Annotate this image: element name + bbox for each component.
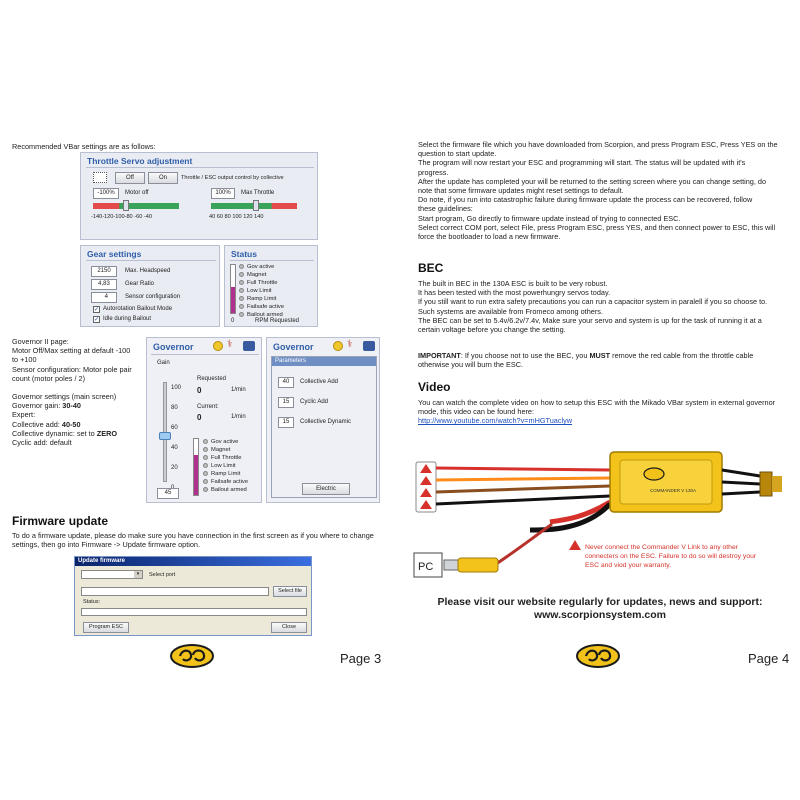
status-list: [239, 263, 284, 319]
program-esc-button[interactable]: Program ESC: [83, 622, 129, 633]
update-firmware-dialog: [74, 556, 312, 636]
text-line: Such systems are available from Fromeco among others.: [418, 306, 603, 316]
scale-right: 40 60 80 100 120 140: [209, 214, 264, 220]
text-line: The built in BEC in the 130A ESC is built to be very robust.: [418, 279, 608, 288]
off-button[interactable]: Off: [115, 172, 145, 184]
page-4: [400, 0, 800, 800]
text-line: If you still want to run extra safety precautions you can run a capacitor system in paralell if you so choose to.: [418, 297, 768, 307]
gear-ratio-label: Gear Ratio: [125, 281, 155, 287]
panel-title: Status: [231, 249, 257, 259]
text-line: Do note, if you run into catastrophic failure during firmware update the process can be recovered, follow: [418, 195, 753, 205]
status-item: Ramp Limit: [239, 295, 284, 303]
text-line: Start program, Go directly to firmware update instead of trying to connected ESC.: [418, 213, 681, 223]
link-dongle: [458, 558, 498, 572]
status-item: Gov active: [239, 263, 284, 271]
gov-status-list: [203, 438, 248, 494]
pc-label: PC: [418, 561, 434, 573]
bec-title: BEC: [418, 261, 444, 275]
sensor-config-label: Sensor configuration: [125, 294, 181, 300]
requested-label: Requested: [197, 376, 227, 382]
warning-connectors: [416, 462, 436, 512]
autorotation-checkbox[interactable]: ✓: [94, 307, 100, 313]
collective-dynamic-label: Collective Dynamic: [300, 419, 352, 425]
governor-params-panel: [266, 337, 380, 503]
text-line: certain voltage before you change the setting.: [418, 325, 566, 335]
page-number: Page 4: [748, 651, 790, 666]
rotor-icon[interactable]: ⚕: [227, 339, 233, 350]
cyclic-line: Cyclic add: default: [12, 438, 72, 448]
video-title: Video: [418, 380, 451, 394]
throttle-servo-panel: [80, 152, 318, 240]
warning-text: Never connect the Commander V Link to any other connecters on the ESC. Failure to do so will destroy your ESC and viod your warranty.: [585, 544, 757, 569]
text-line: progress.: [418, 167, 449, 177]
panel-title: Throttle Servo adjustment: [87, 156, 193, 166]
motor-connector: [760, 472, 772, 496]
gain-line: Governor gain: 30-40: [12, 401, 81, 411]
rpm-value: 0: [231, 318, 235, 324]
params-header: Parameters: [272, 357, 376, 366]
panel-title: Governor: [153, 342, 194, 352]
motor-off-slider-track[interactable]: [93, 203, 179, 209]
max-throttle-input[interactable]: 100%: [211, 188, 235, 199]
select-port-label: Select port: [149, 572, 176, 578]
intro-text: Recommended VBar settings are as follows:: [12, 142, 156, 151]
rpm-label: RPM Requested: [255, 318, 300, 324]
note-line: Governor settings (main screen): [12, 392, 117, 402]
rotor-icon[interactable]: ⚕: [347, 339, 353, 350]
text-line: question to start update.: [418, 149, 497, 159]
scorpion-logo: [170, 644, 214, 668]
firmware-text: To do a firmware update, please do make sure you have connection in the first screen as if you where to change settings, then go into Firmware -> Update firmware option.: [12, 531, 374, 550]
chevron-down-icon[interactable]: ▾: [134, 571, 142, 578]
governor-panel: [146, 337, 262, 503]
collective-add-label: Collective Add: [300, 379, 339, 385]
scorpion-logo: [576, 644, 620, 668]
select-file-button[interactable]: Select file: [273, 586, 307, 597]
idle-checkbox[interactable]: ✓: [94, 317, 100, 323]
throttle-desc: Throttle / ESC output control by collective: [181, 175, 284, 181]
motor-off-label: Motor off: [125, 190, 149, 196]
cyclic-add-input[interactable]: 15: [278, 397, 294, 408]
cyclic-add-label: Cyclic Add: [300, 399, 329, 405]
gain-scale: 100 80 60 40 20: [171, 385, 182, 471]
note-line: count (motor poles / 2): [12, 373, 86, 383]
sensor-config-input[interactable]: 4: [91, 292, 117, 303]
electric-button[interactable]: Electric: [302, 483, 350, 495]
text-line: these guidelines:: [418, 204, 473, 214]
status-item: Magnet: [203, 446, 248, 454]
motor-off-input[interactable]: -100%: [93, 188, 119, 199]
file-path-input[interactable]: [81, 587, 269, 596]
esc-label: COMMANDER V 130A: [650, 488, 697, 493]
governor-notes: [12, 337, 144, 447]
status-item: Bailout armed: [203, 486, 248, 494]
text-line: It has been tested with the most powerhungry servos today.: [418, 288, 611, 298]
collective-add-input[interactable]: 40: [278, 377, 294, 388]
collective-dynamic-input[interactable]: 15: [278, 417, 294, 428]
status-item: Magnet: [239, 271, 284, 279]
status-label: Status:: [83, 599, 101, 605]
params-box: [271, 356, 377, 498]
smiley-icon[interactable]: [333, 341, 343, 351]
gear-ratio-input[interactable]: 4,83: [91, 279, 117, 290]
gov-rpm-bar-fill: [194, 455, 198, 495]
warning-icon: [569, 540, 581, 550]
expert-line: Expert:: [12, 410, 36, 420]
bec-text: [418, 279, 794, 334]
on-button[interactable]: On: [148, 172, 178, 184]
panel-title: Governor: [273, 342, 314, 352]
rpm-bar-fill: [231, 287, 235, 313]
port-select[interactable]: [81, 570, 143, 579]
heli-icon[interactable]: [243, 341, 255, 351]
firmware-continued: [418, 140, 794, 241]
headspeed-input[interactable]: 2150: [91, 266, 117, 277]
progress-bar: [81, 608, 307, 616]
autorotation-label: Autorotation Bailout Mode: [103, 306, 173, 312]
gear-settings-panel: [80, 245, 220, 327]
rpm-bar: [230, 264, 236, 314]
status-item: Failsafe active: [239, 303, 284, 311]
panel-title: Gear settings: [87, 249, 142, 259]
text-line: After the update has completed your will be returned to the setting screen where you can change setting, do: [418, 176, 767, 186]
page-number: Page 3: [340, 651, 382, 666]
requested-value: 0: [197, 386, 202, 395]
current-unit: 1/min: [231, 414, 246, 420]
heli-icon[interactable]: [363, 341, 375, 351]
dotted-focus-box: [93, 172, 107, 183]
text-line: The program will now restart your ESC and programming will start. The status will be updated with it's: [418, 158, 746, 168]
note-line: Motor Off/Max setting at default -100: [12, 346, 131, 356]
gain-label: Gain: [157, 360, 170, 366]
dialog-title: Update firmware: [75, 557, 311, 566]
status-item: Bailout armed: [239, 311, 284, 319]
status-item: Gov active: [203, 438, 248, 446]
gain-slider-thumb[interactable]: [159, 432, 171, 440]
idle-label: Idle during Bailout: [103, 316, 152, 322]
scale-left: -140-120-100-80 -60 -40: [91, 214, 152, 220]
firmware-title: Firmware update: [12, 514, 109, 528]
motor-off-slider-thumb[interactable]: [123, 200, 129, 211]
note-line: Sensor configuration: Motor pole pair: [12, 364, 132, 374]
close-button[interactable]: Close: [271, 622, 307, 633]
headspeed-label: Max. Headspeed: [125, 268, 171, 274]
dyn-line: Collective dynamic: set to ZERO: [12, 428, 118, 438]
text-line: force the bootloader to load a new firmware.: [418, 232, 561, 242]
status-item: Full Throttle: [239, 279, 284, 287]
gov-rpm-bar: [193, 438, 199, 496]
status-item: Failsafe active: [203, 478, 248, 486]
current-label: Current:: [197, 404, 219, 410]
video-text: You can watch the complete video on how to setup this ESC with the Mikado VBar system in external governor mode, this video can be found here: http://www.youtube.com/watch?v=mHGTuaclyw: [418, 398, 794, 426]
text-line: The BEC can be set to 5.4v/6.2v/7.4v, Make sure your servo and system is up for the task of running it at a: [418, 315, 762, 325]
text-line: note that some firmware updates might reset settings to default.: [418, 186, 624, 196]
gain-input[interactable]: 45: [157, 488, 179, 499]
status-item: Full Throttle: [203, 454, 248, 462]
note-line: Governor II page:: [12, 337, 69, 346]
requested-unit: 1/min: [231, 387, 246, 393]
important-note: IMPORTANT: If you choose not to use the BEC, you MUST remove the red cable from the throttle cable otherwise you will burn the ESC.: [418, 351, 754, 370]
video-link[interactable]: http://www.youtube.com/watch?v=mHGTuaclyw: [418, 416, 573, 426]
current-value: 0: [197, 413, 202, 422]
status-panel: [224, 245, 318, 327]
status-item: Ramp Limit: [203, 470, 248, 478]
coll-line: Collective add: 40-50: [12, 419, 81, 429]
visit-website: Please visit our website regularly for updates, news and support: www.scorpionsystem.com: [437, 596, 763, 621]
note-line: to +100: [12, 355, 37, 365]
status-item: Low Limit: [203, 462, 248, 470]
text-line: Select correct COM port, select File, press Program ESC, press YES, and then connect power to ESC, this will: [418, 222, 776, 232]
max-throttle-label: Max Throttle: [241, 190, 275, 196]
smiley-icon[interactable]: [213, 341, 223, 351]
status-item: Low Limit: [239, 287, 284, 295]
text-line: Select the firmware file which you have downloaded from Scorpion, and press Program ESC, Press YES on the: [418, 140, 778, 149]
max-throttle-slider-thumb[interactable]: [253, 200, 259, 211]
